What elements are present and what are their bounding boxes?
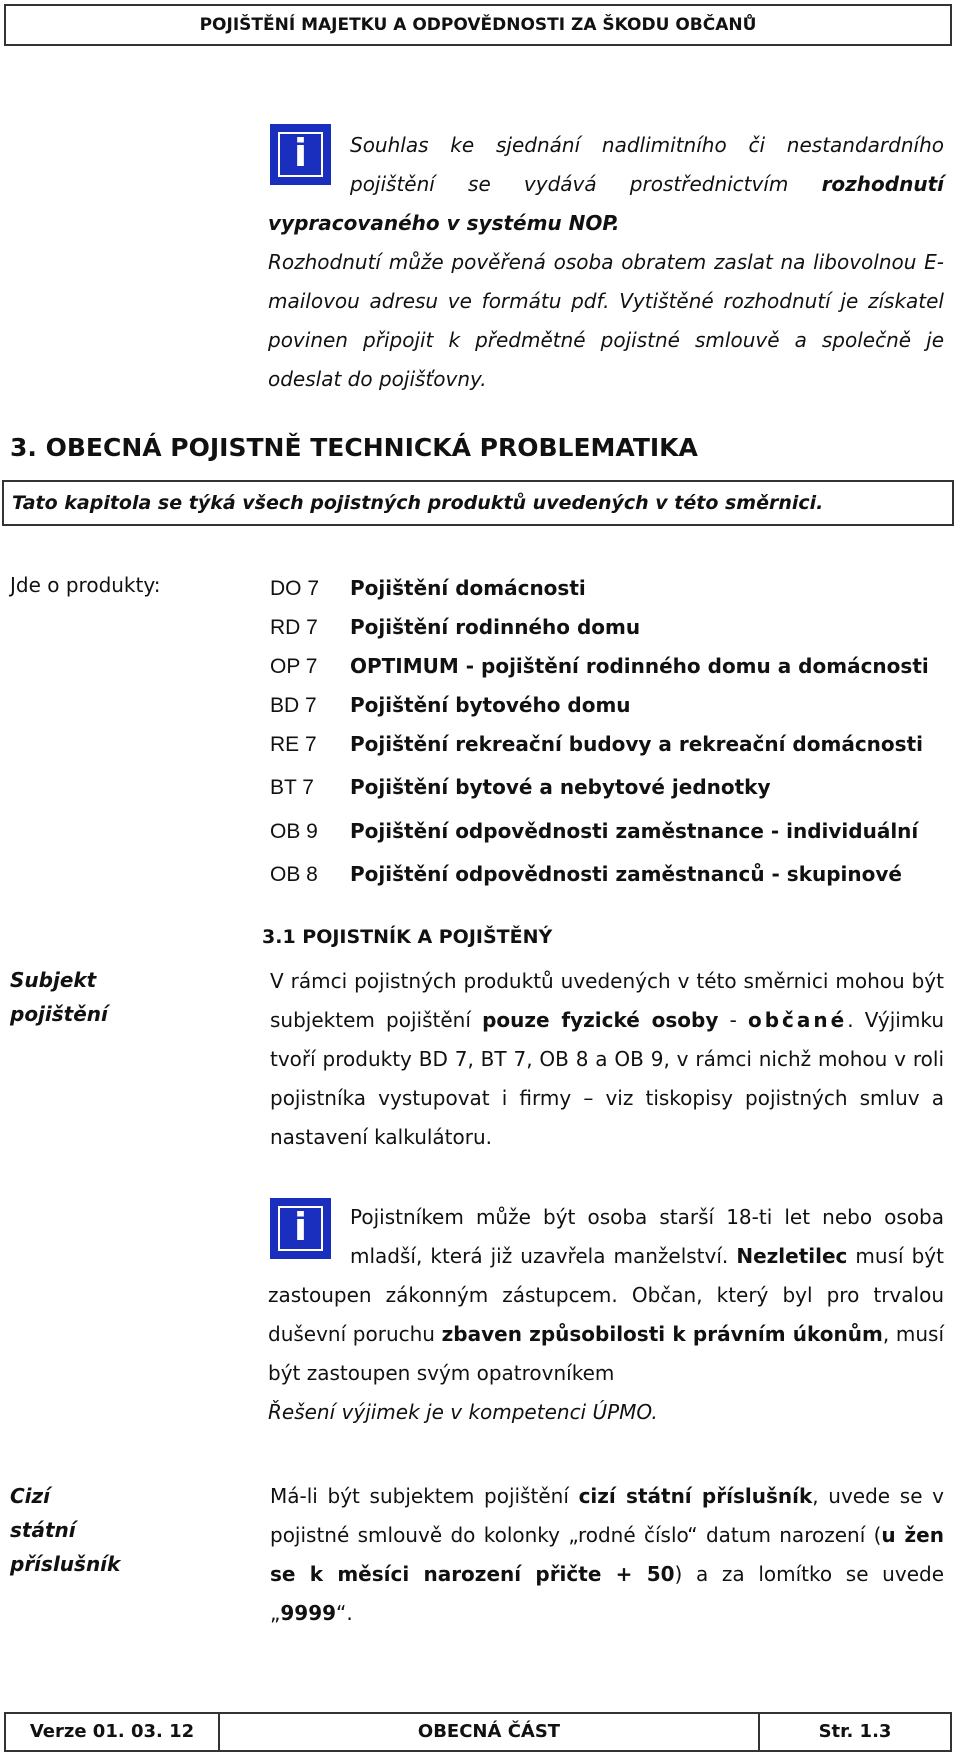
product-name: Pojištění domácnosti <box>350 576 586 600</box>
products-label: Jde o produkty: <box>10 573 161 597</box>
icon-spacer <box>268 1198 350 1272</box>
product-name: Pojištění odpovědnosti zaměstnanců - skupinové <box>350 862 902 886</box>
product-code: OB 9 <box>270 820 318 843</box>
side-label-line: pojištění <box>10 1002 108 1026</box>
text-run: “. <box>336 1601 353 1625</box>
product-name: Pojištění rekreační budovy a rekreační domácnosti <box>350 732 923 756</box>
info-note-1-text-2: Rozhodnutí může pověřená osoba obratem zaslat na libovolnou E-mailovou adresu ve formátu pdf. Vytištěné rozhodnutí je získatel povinen připojit k předmětné pojistné smlouvě a společně je odeslat do pojišťovny. <box>268 250 944 391</box>
product-row <box>270 775 771 805</box>
text-run-bold: 9999 <box>280 1601 337 1625</box>
text-run: V rámci pojistných produktů uvedených v této směrnici mohou být subjektem pojištění <box>270 969 944 1032</box>
info-note-1-bold: rozhodnutí vypracovaného v systému NOP. <box>268 172 944 235</box>
text-run-bold: zbaven způsobilosti k právním úkonům <box>441 1322 883 1346</box>
info-note-1-text: Souhlas ke sjednání nadlimitního či nestandardního pojištění se vydává prostřednictvím <box>350 133 944 196</box>
side-label-subject <box>10 963 108 1031</box>
side-label-foreign <box>10 1479 120 1581</box>
footer-part: OBECNÁ ČÁST <box>417 1721 561 1742</box>
footer-page: Str. 1.3 <box>818 1721 892 1742</box>
text-run-bold: u žen se k měsíci narození přičte + 50 <box>270 1523 944 1586</box>
foreign-paragraph <box>270 1477 944 1633</box>
text-run-bold: Nezletilec <box>736 1244 848 1268</box>
side-label-line: Subjekt <box>10 968 97 992</box>
text-run: Má-li být subjektem pojištění <box>270 1484 579 1508</box>
text-run-bold: cizí státní příslušník <box>578 1484 813 1508</box>
product-name: Pojištění rodinného domu <box>350 615 641 639</box>
text-run-italic: Řešení výjimek je v kompetenci ÚPMO. <box>268 1400 658 1424</box>
text-run-bold: pouze fyzické osoby <box>482 1008 719 1032</box>
side-label-line: Cizí <box>10 1484 51 1508</box>
text-run: , uvede se v pojistné smlouvě do kolonky „rodné číslo“ datum narození ( <box>270 1484 944 1547</box>
text-run: ) a za lomítko se uvede „ <box>270 1562 944 1625</box>
subject-paragraph <box>270 962 944 1157</box>
product-code: BD 7 <box>270 694 317 717</box>
info-icon: i <box>270 1198 331 1259</box>
text-run: - <box>718 1008 748 1032</box>
text-run: , musí být zastoupen svým opatrovníkem <box>268 1322 945 1385</box>
side-label-line: státní <box>10 1518 76 1542</box>
product-code: DO 7 <box>270 577 320 600</box>
product-name: Pojištění bytové a nebytové jednotky <box>350 775 771 799</box>
product-row <box>270 819 918 849</box>
product-row <box>270 862 902 892</box>
product-row <box>270 693 631 723</box>
product-row <box>270 615 640 645</box>
footer-version: Verze 01. 03. 12 <box>29 1721 195 1742</box>
side-label-line: příslušník <box>10 1552 121 1576</box>
product-name: OPTIMUM - pojištění rodinného domu a domácnosti <box>350 654 929 678</box>
product-row <box>270 732 923 762</box>
product-row <box>270 654 929 684</box>
info-icon: i <box>270 124 331 185</box>
product-name: Pojištění bytového domu <box>350 693 631 717</box>
product-code: RE 7 <box>270 733 317 756</box>
icon-spacer <box>268 126 350 200</box>
product-name: Pojištění odpovědnosti zaměstnance - individuální <box>350 819 919 843</box>
product-code: RD 7 <box>270 616 318 639</box>
page-footer <box>4 1712 952 1752</box>
product-code: OB 8 <box>270 863 318 886</box>
section-caption: Tato kapitola se týká všech pojistných produktů uvedených v této směrnici. <box>2 480 954 526</box>
page-header <box>4 4 952 46</box>
info-note-1 <box>268 126 944 399</box>
subsection-title: 3.1 POJISTNÍK A POJIŠTĚNÝ <box>262 926 553 948</box>
text-run: musí být zastoupen zákonným zástupcem. Občan, který byl pro trvalou duševní poruchu <box>268 1244 944 1346</box>
product-code: BT 7 <box>270 776 314 799</box>
product-row <box>270 576 586 606</box>
text-run: Pojistníkem může být osoba starší 18-ti let nebo osoba mladší, která již uzavřela manželství. <box>350 1205 944 1268</box>
text-run: . Výjimku tvoří produkty BD 7, BT 7, OB 8 a OB 9, v rámci nichž mohou v roli pojistníka vystupovat i firmy – viz tiskopisy pojistných smluv a nastavení kalkulátoru. <box>270 1008 944 1149</box>
page-header-title: POJIŠTĚNÍ MAJETKU A ODPOVĚDNOSTI ZA ŠKODU OBČANŮ <box>199 15 757 35</box>
text-run-spaced: občané <box>748 1008 848 1032</box>
product-code: OP 7 <box>270 655 318 678</box>
info-note-2 <box>268 1198 944 1432</box>
section-title: 3. OBECNÁ POJISTNĚ TECHNICKÁ PROBLEMATIKA <box>10 433 698 462</box>
